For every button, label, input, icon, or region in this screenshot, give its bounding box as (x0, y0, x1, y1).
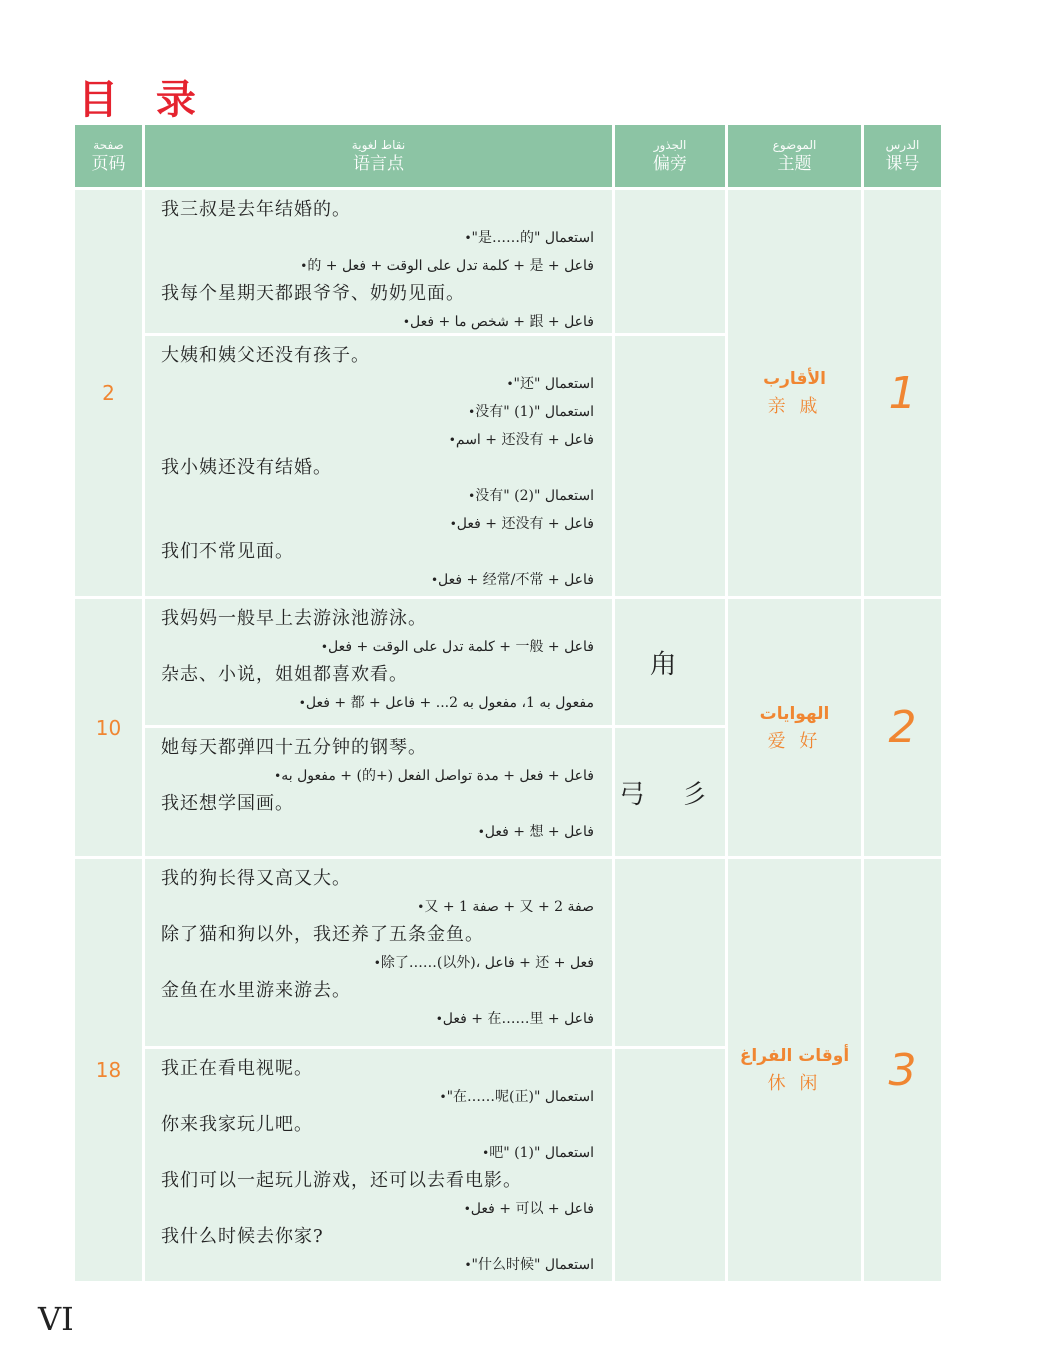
radical-cell: 弓 彡 (615, 728, 725, 856)
page-title: 目 录 (78, 77, 208, 123)
bullet-icon: • (439, 1090, 447, 1104)
example-sentence: 除了猫和狗以外，我还养了五条金鱼。 (161, 924, 484, 945)
grammar-point (161, 689, 594, 717)
lesson-1-number[interactable]: 1 (864, 190, 941, 596)
grammar-point (161, 566, 594, 594)
header-topic (728, 125, 861, 187)
bullet-icon: • (482, 1146, 490, 1160)
grammar-point-text: فاعل + 在……里 + فعل (442, 1011, 594, 1027)
grammar-point (161, 893, 594, 921)
grammar-point (161, 308, 594, 336)
lesson-1-radicals (615, 190, 725, 596)
example-sentence: 我三叔是去年结婚的。 (161, 199, 351, 220)
grammar-point (161, 633, 594, 661)
header-points-zh: 语言点 (353, 154, 404, 174)
grammar-point (161, 224, 594, 252)
topic-ar: أوقات الفراغ (739, 1046, 850, 1066)
example-sentence: 杂志、小说，姐姐都喜欢看。 (161, 664, 408, 685)
grammar-point-text: فاعل + 可以 + فعل (470, 1201, 594, 1217)
grammar-point (161, 1251, 594, 1279)
lesson-3-block-2 (145, 1049, 612, 1281)
grammar-point-text: فاعل + فعل + مدة تواصل الفعل (+的) + مفعول به (281, 768, 594, 784)
lesson-3-block-1 (145, 859, 612, 1046)
example-sentence: 大姨和姨父还没有孩子。 (161, 345, 370, 366)
bullet-icon: • (463, 1202, 471, 1216)
bullet-icon: • (464, 231, 472, 245)
lesson-1-block-2 (145, 336, 612, 596)
grammar-point-text: استعمال "吧" (1) (489, 1145, 594, 1161)
lesson-3-topic (728, 859, 861, 1281)
example-sentence: 我们不常见面。 (161, 541, 294, 562)
grammar-point-text: استعمال "还" (513, 376, 594, 392)
bullet-icon: • (477, 825, 485, 839)
grammar-point (161, 762, 594, 790)
bullet-icon: • (298, 696, 306, 710)
example-sentence: 我还想学国画。 (161, 793, 294, 814)
example-sentence: 你来我家玩儿吧。 (161, 1114, 313, 1135)
lesson-1-points (145, 190, 612, 596)
radical-cell: 甪 (615, 599, 725, 725)
grammar-point-text: فاعل + 还没有 + اسم (455, 432, 594, 448)
grammar-point-text: استعمال "没有" (1) (475, 404, 594, 420)
header-page-zh: 页码 (91, 154, 126, 174)
example-sentence: 我的狗长得又高又大。 (161, 868, 351, 889)
grammar-point (161, 370, 594, 398)
bullet-icon: • (448, 433, 456, 447)
grammar-point-text: 又 + صفة 1 + 又 + صفة 2 (424, 899, 594, 915)
bullet-icon: • (402, 315, 410, 329)
lesson-2-topic (728, 599, 861, 856)
bullet-icon: • (468, 489, 476, 503)
grammar-point-text: فاعل + 是 + كلمة تدل على الوقت + فعل + 的 (307, 258, 594, 274)
bullet-icon: • (430, 573, 439, 587)
grammar-point (161, 482, 594, 510)
header-radical-ar: الجذور (653, 138, 687, 152)
topic-zh: 休 闲 (767, 1073, 822, 1094)
lesson-2-points (145, 599, 612, 856)
bullet-icon: • (417, 900, 425, 914)
topic-ar: الأقارب (763, 369, 826, 389)
example-sentence: 我们可以一起玩儿游戏，还可以去看电影。 (161, 1170, 522, 1191)
example-sentence: 我小姨还没有结婚。 (161, 457, 332, 478)
header-lesson-ar: الدرس (885, 138, 920, 152)
header-page (75, 125, 142, 187)
radical-cell (615, 859, 725, 1046)
radical-cell (615, 1049, 725, 1281)
lesson-3-page[interactable]: 18 (75, 859, 142, 1281)
bullet-icon: • (468, 405, 476, 419)
grammar-point-text: فاعل + 跟 + شخص ما + فعل (410, 314, 594, 330)
page-number: VI (38, 1300, 74, 1338)
radical-cell (615, 190, 725, 333)
bullet-icon: • (464, 1258, 472, 1272)
lesson-2-block-2 (145, 728, 612, 856)
header-points (145, 125, 612, 187)
radical-cell (615, 336, 725, 596)
bullet-icon: • (300, 259, 308, 273)
grammar-point-text: استعمال "什么时候" (471, 1257, 594, 1273)
grammar-point (161, 398, 594, 426)
header-lesson-zh: 课号 (885, 154, 920, 174)
grammar-point-text: مفعول به 1، مفعول به 2... + فاعل + 都 + فعل (305, 695, 594, 711)
grammar-point (161, 1139, 594, 1167)
bullet-icon: • (373, 956, 381, 970)
example-sentence: 我正在看电视呢。 (161, 1058, 313, 1079)
topic-ar: الهوايات (759, 703, 830, 724)
header-lesson (864, 125, 941, 187)
lesson-2-number[interactable]: 2 (864, 599, 941, 856)
grammar-point (161, 1005, 594, 1033)
header-radical-zh: 偏旁 (653, 154, 687, 174)
contents-table (75, 125, 935, 1280)
lesson-1-page[interactable]: 2 (75, 190, 142, 596)
lesson-3-number[interactable]: 3 (864, 859, 941, 1281)
example-sentence: 我妈妈一般早上去游泳池游泳。 (161, 608, 427, 629)
grammar-point-text: استعمال "是……的" (471, 230, 594, 246)
lesson-1-block-1 (145, 190, 612, 333)
header-radical (615, 125, 725, 187)
bullet-icon: • (435, 1012, 443, 1026)
grammar-point-text: فاعل + 还没有 + فعل (456, 516, 594, 532)
bullet-icon: • (320, 640, 328, 654)
lesson-3-points (145, 859, 612, 1281)
example-sentence: 金鱼在水里游来游去。 (161, 980, 351, 1001)
header-topic-zh: 主题 (777, 154, 812, 174)
grammar-point (161, 818, 594, 846)
lesson-2-radicals (615, 599, 725, 856)
bullet-icon: • (506, 377, 514, 391)
topic-zh: 爱 好 (767, 730, 822, 752)
grammar-point (161, 510, 594, 538)
bullet-icon: • (274, 769, 282, 783)
grammar-point-text: فاعل + 经常/不常 + فعل (438, 572, 594, 588)
lesson-1-topic (728, 190, 861, 596)
example-sentence: 我什么时候去你家? (161, 1226, 324, 1247)
grammar-point-text: فاعل + 想 + فعل (484, 824, 594, 840)
bullet-icon: • (449, 517, 457, 531)
header-topic-ar: الموضوع (772, 138, 817, 152)
grammar-point-text: استعمال "(正)在……呢" (446, 1089, 594, 1105)
grammar-point-text: استعمال "没有" (2) (475, 488, 594, 504)
header-page-ar: صفحة (93, 138, 124, 152)
example-sentence: 我每个星期天都跟爷爷、奶奶见面。 (161, 283, 465, 304)
grammar-point-text: 除了……(以外)، فاعل + 还 + فعل (380, 955, 594, 971)
header-points-ar: نقاط لغوية (351, 138, 406, 152)
grammar-point (161, 1195, 594, 1223)
grammar-point (161, 949, 594, 977)
topic-zh: 亲 戚 (767, 396, 822, 417)
example-sentence: 她每天都弹四十五分钟的钢琴。 (161, 737, 427, 758)
grammar-point (161, 1083, 594, 1111)
grammar-point (161, 252, 594, 280)
grammar-point-text: فاعل + 一般 + كلمة تدل على الوقت + فعل (327, 639, 594, 655)
lesson-2-page[interactable]: 10 (75, 599, 142, 856)
lesson-2-block-1 (145, 599, 612, 725)
lesson-3-radicals (615, 859, 725, 1281)
grammar-point (161, 426, 594, 454)
